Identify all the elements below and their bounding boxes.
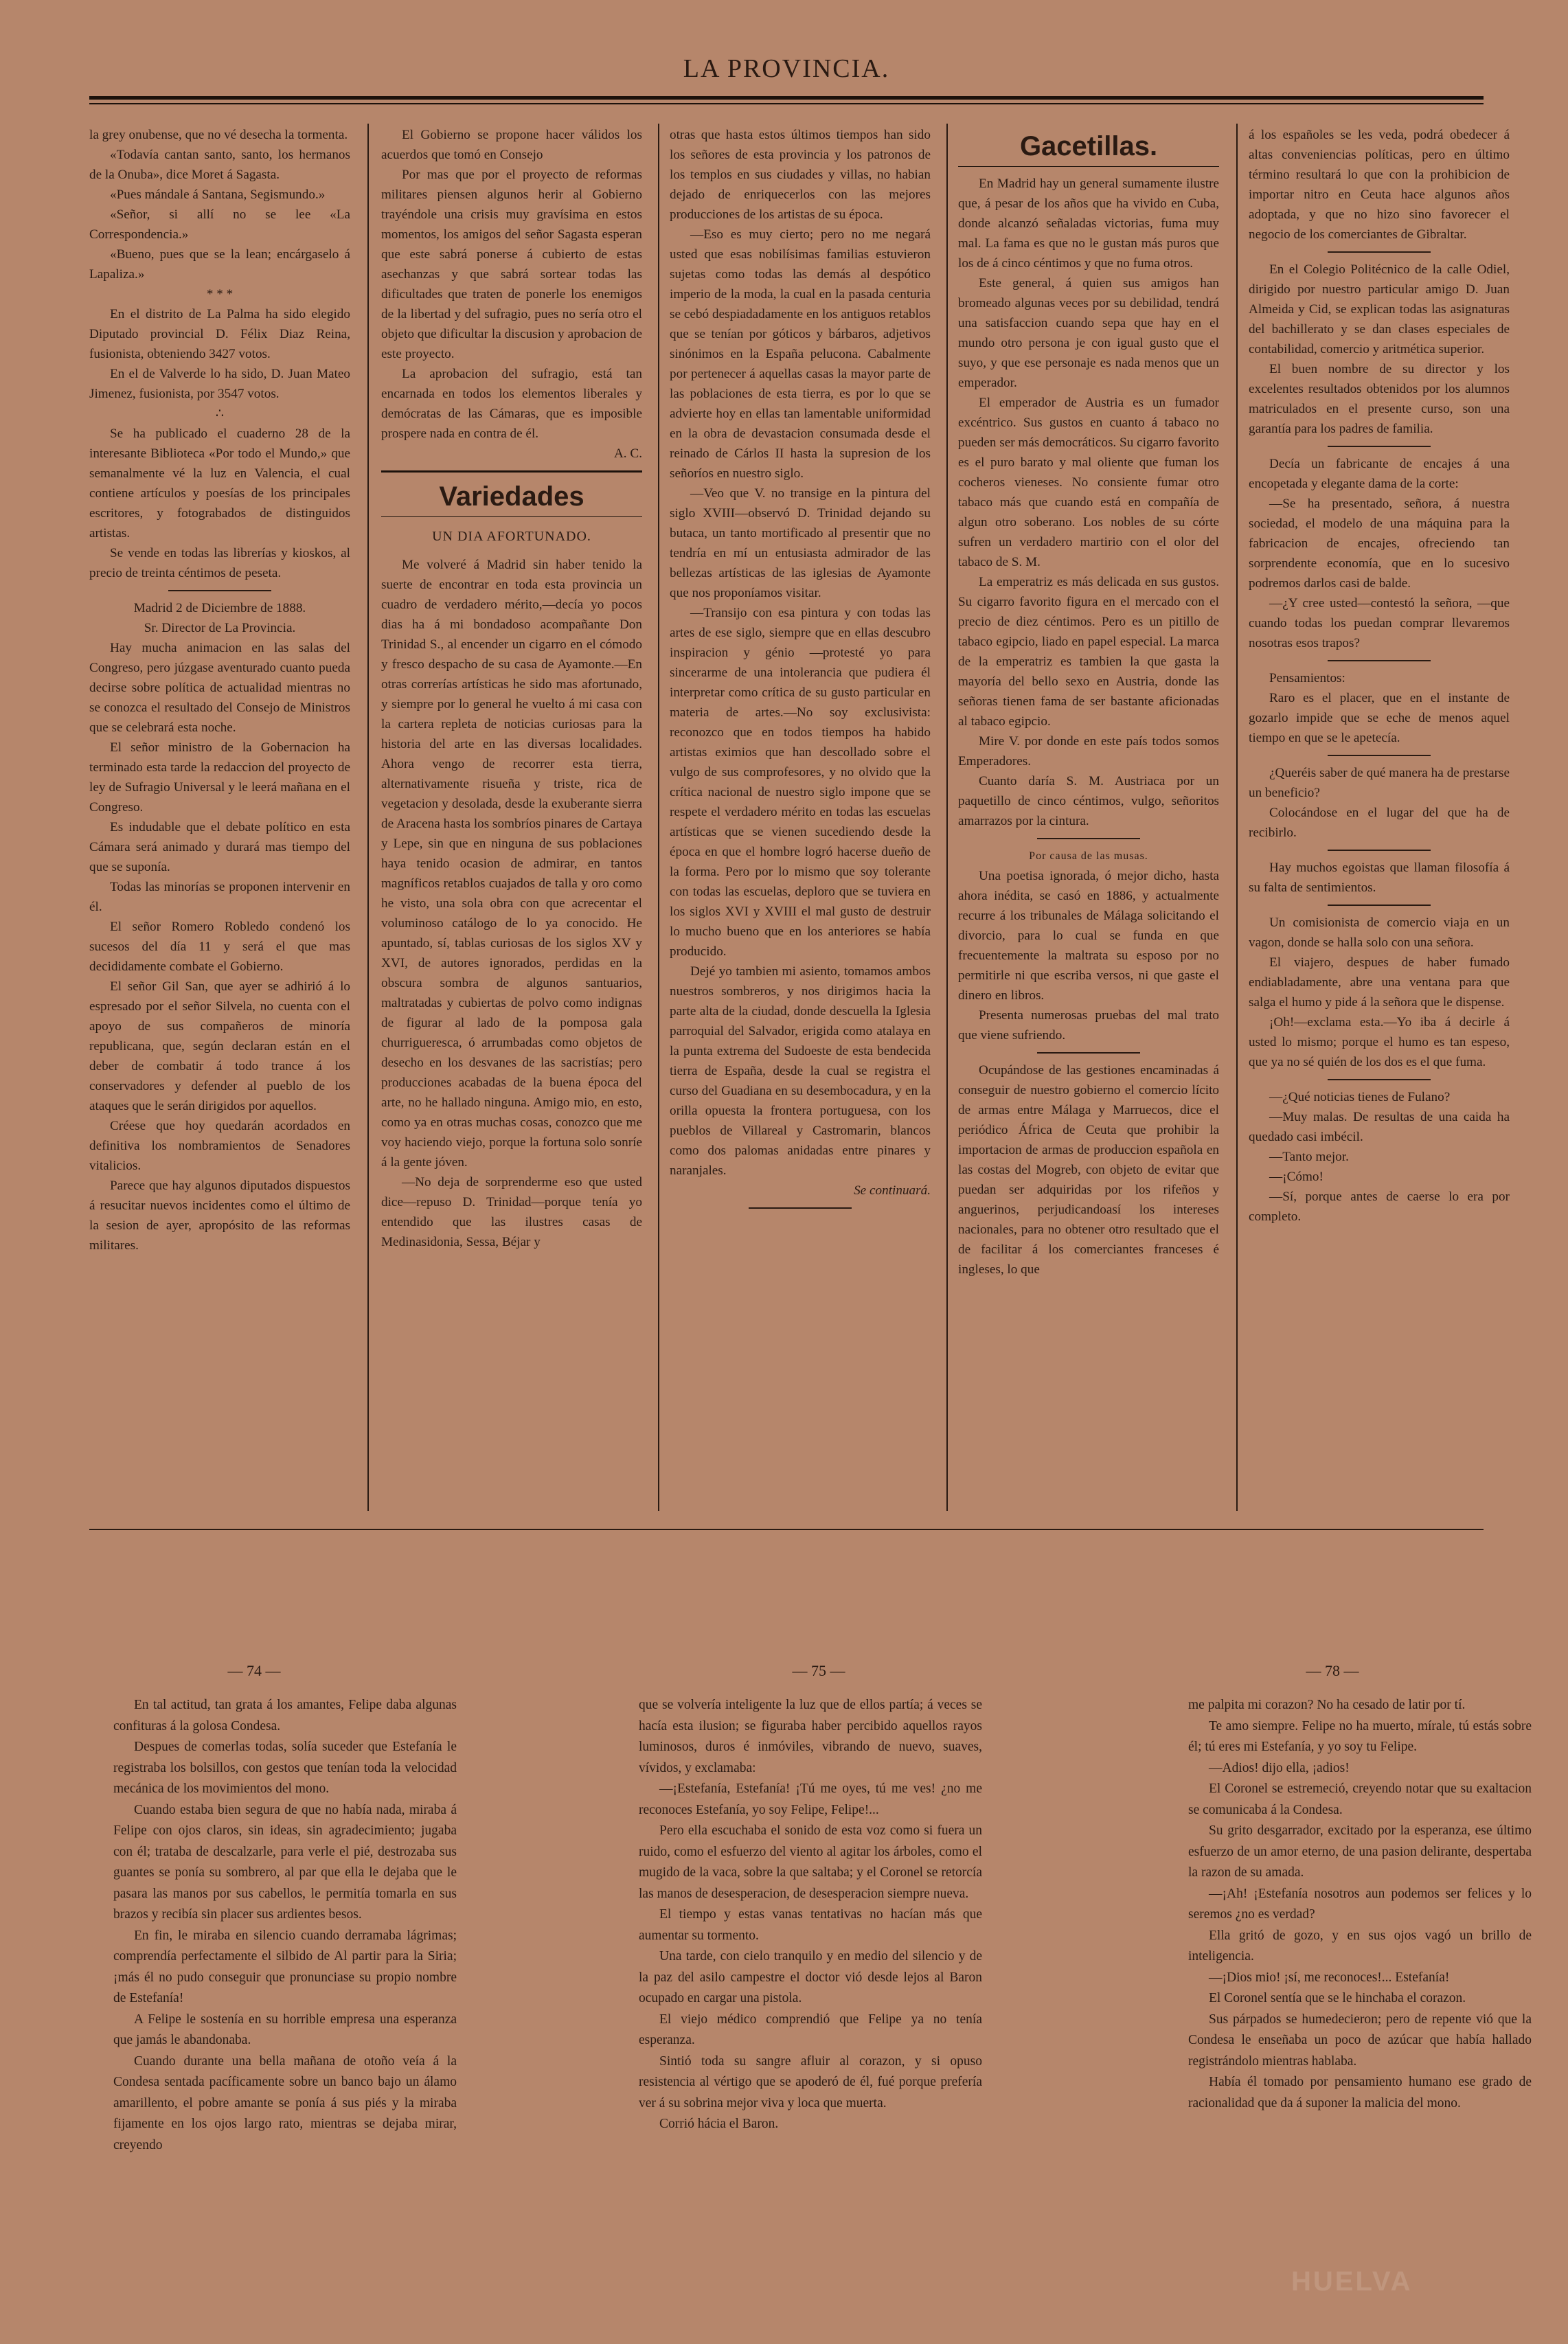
paragraph: Decía un fabricante de encajes á una encopetada y elegante dama de la corte: [1249,457,1510,491]
paragraph: Mire V. por donde en este país todos somos Emperadores. [958,734,1219,769]
paragraph: —Eso es muy cierto; pero no me negará usted que esas nobilísimas familias estuvieron sujetas como todas las demás al despótico imperio de la moda, la cual en la pasada centuria se cebó despiadadamente en los antiguos retablos que se tenían por góticos y bárbaros, adjetivos sinónimos en la España pelucona. Cabalmente por pertenecer á aquellas casas la mayor parte de las poblaciones de esta tierra, es por lo que se advierte hoy en ellas tan lamentable uniformidad en la obra de devastacion consumada desde el reinado de Cárlos II hasta la supresion de los señoríos en nuestro siglo. [670,227,931,481]
section-divider [1037,838,1140,839]
paragraph: En el distrito de La Palma ha sido elegido Diputado provincial D. Félix Diaz Reina, fusionista, obteniendo 3427 votos. [89,307,350,361]
paragraph: Dejé yo tambien mi asiento, tomamos ambos nuestros sombreros, y nos dirigimos hacia la parte alta de la ciudad, donde descuella la Iglesia parroquial del Salvador, erigida como atalaya en la punta extrema del Sudoeste de esta bendecida tierra de España, desde la cual se registra el curso del Guadiana en su desembocadura, y en la orilla opuesta la frontera portuguesa, con los pueblos de Villareal y Castromarin, blancos como dos palomas anidadas entre pinares y naranjales. [670,964,931,1178]
paragraph: Se vende en todas las librerías y kioskos, al precio de treinta céntimos de peseta. [89,546,350,580]
dateline: Madrid 2 de Diciembre de 1888. [133,601,306,615]
paragraph: «Pues mándale á Santana, Segismundo.» [110,187,326,202]
dots-ornament: ∴ [215,407,225,421]
paragraph: El señor ministro de la Gobernacion ha terminado esta tarde la redaccion del proyecto de ley de Sufragio Universal y le leerá mañana en el Congreso. [89,740,350,815]
paragraph: ¿Queréis saber de qué manera ha de prestarse un beneficio? [1249,766,1510,800]
paragraph: «Bueno, pues que se la lean; encárgaselo á Lapaliza.» [89,247,350,282]
paragraph: ¡Oh!—exclama esta.—Yo iba á decirle á usted lo mismo; porque el humo es tan espeso, que ya no sé quién de los dos es el que fuma. [1249,1015,1510,1069]
article-title: UN DIA AFORTUNADO. [432,529,591,544]
feuilleton-column-2 [639,1695,982,2258]
column-5 [1249,125,1510,1512]
paragraph: Hay mucha animacion en las salas del Congreso, pero júzgase aventurado cuanto pueda decirse sobre política de actualidad mientras no se conozca el resultado del Consejo de Ministros que se celebrará esta noche. [89,641,350,735]
section-heading-variedades: Variedades [439,481,584,512]
column-1 [89,125,350,1512]
section-heading-gacetillas: Gacetillas. [1019,131,1158,161]
asterism-ornament: * * * [206,287,234,301]
paragraph: Hay muchos egoistas que llaman filosofía á su falta de sentimientos. [1249,861,1510,895]
paragraph: Su grito desgarrador, excitado por la esperanza, ese último esfuerzo de un amor eterno, de una pasion delirante, despertaba la razon de su amada. [1188,1823,1532,1880]
paragraph: En Madrid hay un general sumamente ilustre que, á pesar de los años que ha vivido en Cuba, donde alcanzó señaladas victorias, fuma muy mal. La fama es que no le gustan más puros que los de á cinco céntimos y que no fuma otros. [958,177,1219,271]
paragraph: Una tarde, con cielo tranquilo y en medio del silencio y de la paz del asilo campestre el doctor vió desde lejos al Baron ocupado en cargar una pistola. [639,1949,982,2005]
paragraph: La emperatriz es más delicada en sus gustos. Su cigarro favorito figura en el mercado con el precio de diez céntimos. Pero es un pitillo de tabaco egipcio, liado en papel especial. La marca de la emperatriz es tambien la que gasta la mayoría del bello sexo en Austria, donde las señoras tienen fama de ser bastante aficionadas al tabaco egipcio. [958,575,1219,729]
paragraph: —Adios! dijo ella, ¡adios! [1209,1760,1350,1775]
paragraph: El buen nombre de su director y los excelentes resultados obtenidos por los alumnos matriculados en el presente curso, son una garantía para los padres de familia. [1249,362,1510,436]
paragraph: Es indudable que el debate político en esta Cámara será animado y durará mas tiempo del que se suponía. [89,820,350,874]
masthead-rule-bottom [89,103,1484,104]
section-divider [1328,850,1431,851]
paragraph: El Coronel se estremeció, creyendo notar que su exaltacion se comunicaba á la Condesa. [1188,1782,1532,1817]
paragraph: En el de Valverde lo ha sido, D. Juan Mateo Jimenez, fusionista, por 3547 votos. [89,367,350,401]
page-number-78: — 78 — [1306,1662,1359,1679]
column-rule [946,124,948,1511]
paragraph: El señor Romero Robledo condenó los sucesos del día 11 y será el que mas decididamente combate el Gobierno. [89,920,350,974]
paragraph: Ocupándose de las gestiones encaminadas á conseguir de nuestro gobierno el comercio lícito de armas entre Málaga y Marruecos, dice el periódico África de Ceuta que prohibir la importacion de armas de produccion española en las costas del Mogreb, con objeto de evitar que puedan ser adquiridas por los rifeños y anguerinos, perjudicandoasí los intereses nacionales, para no obtener otro resultado que el de facilitar á los comerciantes franceses é ingleses, lo que [958,1063,1219,1277]
paragraph: Te amo siempre. Felipe no ha muerto, mírale, tú estás sobre él; tú eres mi Estefanía, y yo soy tu Felipe. [1188,1718,1532,1754]
paragraph: —Transijo con esa pintura y con todas las artes de ese siglo, siempre que en ellas descubro inspiracion y génio —protesté yo para sincerarme de una intolerancia que pudiera él interpretar como crítica de su gusto particular en materia de artes.—No soy exclusivista: reconozco que en todos tiempos ha habido artistas eximios que han descollado sobre el vulgo de sus comprofesores, y no olvido que la crítica nacional de nuestro siglo impone que se respete el verdadero mérito en todas las escuelas artísticas que se vienen sucediendo desde la época en que el hombre logró hacerse dueño de la forma. Pero por lo mismo que soy tolerante con todas las escuelas, deploro que se tuviera en los siglos XVI y XVIII el mal gusto de destruir lo mucho bueno que en los anteriores se había producido. [670,606,931,959]
paragraph: Cuando durante una bella mañana de otoño veía á la Condesa sentada pacíficamente sobre un banco bajo un álamo amarillento, el pobre amante se ponía á sus piés y la miraba fijamente en los ojos largo rato, mientras se dejaba mirar, creyendo [113,2053,457,2152]
paragraph: Por mas que por el proyecto de reformas militares piensen algunos herir al Gobierno trayéndole una crisis muy gravísima en estos momentos, los amigos del señor Sagasta esperan que este sabrá ponerse á cubierto de estas asechanzas y que sabrá sortear todas las dificultades que traten de ponerle los enemigos de la libertad y del sufragio, pues no sería otro el objeto que dificultar la discusion y aprobacion de este proyecto. [381,168,642,361]
paragraph: Cuanto daría S. M. Austriaca por un paquetillo de cinco céntimos, vulgo, señoritos amarrazos por la cintura. [958,774,1219,828]
paragraph: —¿Y cree usted—contestó la señora, —que cuando todas los puedan comprar llevaremos nosotras esos trapos? [1249,596,1510,650]
paragraph: Parece que hay algunos diputados dispuestos á resucitar nuevos incidentes como el último de la sesion de ayer, apropósito de las reformas militares. [89,1179,350,1253]
page-number-75: — 75 — [792,1662,845,1679]
paragraph: La aprobacion del sufragio, está tan encarnada en todos los elementos liberales y demócratas de las Cámaras, que es imposible prospere nada en contra de él. [381,367,642,441]
section-rule [958,166,1219,167]
paragraph: —¡Dios mio! ¡sí, me reconoces!... Estefanía! [1209,1970,1450,1985]
paragraph: Había él tomado por pensamiento humano ese grado de racionalidad que da á suponer la malicia del mono. [1188,2075,1532,2110]
section-divider [1328,251,1431,253]
archive-watermark [1291,2266,1532,2332]
section-divider [1328,660,1431,661]
paragraph: «Señor, si allí no se lee «La Correspondencia.» [89,207,350,242]
masthead-rule-top [89,96,1484,100]
section-rule [381,516,642,517]
paragraph: la grey onubense, que no vé desecha la tormenta. [89,128,348,142]
paragraph: Créese que hoy quedarán acordados en definitiva los nombramientos de Senadores vitalicios. [89,1119,350,1173]
paragraph: Sus párpados se humedecieron; pero de repente vió que la Condesa le enseñaba un poco de azúcar que había hallado registrándolo mientras hablaba. [1188,2012,1532,2069]
section-rule [381,470,642,473]
paragraph: El señor Gil San, que ayer se adhirió á lo espresado por el señor Silvela, no cuenta con el apoyo de sus compañeros de minoría republicana, que, según declaran están en el deber de combatir á todo trance á los conservadores y defender al pueblo de los ataques que le serán dirigidos por aquellos. [89,979,350,1113]
paragraph: «Todavía cantan santo, santo, los hermanos de la Onuba», dice Moret á Sagasta. [89,148,350,182]
paragraph: —Se ha presentado, señora, á nuestra sociedad, el modelo de una máquina para la fabricacion de encajes, ofreciendo tan sorprendente economía, que en lo sucesivo podremos darlos casi de balde. [1249,497,1510,591]
paragraph: otras que hasta estos últimos tiempos han sido los señores de esta provincia y los patronos de los templos en sus ciudades y villas, no habian dejado de enriquecerlos con las mejores producciones de los artistas de su época. [670,128,931,222]
paragraph: En fin, le miraba en silencio cuando derramaba lágrimas; comprendía perfectamente el silbido de Al partir para la Siria; ¡más él no pudo conseguir que pronunciase su propio nombre de Estefanía! [113,1928,457,2005]
paragraph: me palpita mi corazon? No ha cesado de latir por tí. [1188,1698,1466,1712]
column-4 [958,125,1219,1512]
watermark-text: HUELVA [1291,2266,1413,2297]
salutation: Sr. Director de La Provincia. [144,621,296,635]
paragraph: que se volvería inteligente la luz que de ellos partía; á veces se hacía esta ilusion; se figuraba haber percibido aquellos rayos luminosos, duros é inmóviles, vibrando de nuevo, suaves, vívidos, y exclamaba: [639,1698,982,1775]
column-rule [1236,124,1238,1511]
paragraph: Despues de comerlas todas, solía suceder que Estefanía le registraba los bolsillos, con gestos que tenían toda la velocidad mecánica de los movimientos del mono. [113,1740,457,1796]
paragraph: Este general, á quien sus amigos han bromeado algunas veces por su debilidad, tendrá una satisfaccion cuando sepa que hay en el mundo otro persona je con igual gusto que el suyo, y que ese personaje es nada menos que un emperador. [958,276,1219,390]
paragraph: Pero ella escuchaba el sonido de esta voz como si fuera un ruido, como el esfuerzo del viento al agitar los árboles, como el mugido de la vaca, sobre la que saltaba; y el Coronel se retorcía las manos de desesperacion, de desesperacion siempre nueva. [639,1823,982,1901]
column-rule [658,124,659,1511]
paragraph: El viajero, despues de haber fumado endiabladamente, abre una ventana para que salga el humo y pide á la señora que le dispense. [1249,955,1510,1010]
feuilleton-column-1 [113,1695,457,2258]
paragraph: Sintió toda su sangre afluir al corazon, y si opuso resistencia al vértigo que se apoderó de él, fué porque prefería ver á su sobrina mejor viva y loca que muerta. [639,2053,982,2110]
paragraph: Un comisionista de comercio viaja en un vagon, donde se halla solo con una señora. [1249,915,1510,950]
section-divider [1328,446,1431,447]
paragraph: Presenta numerosas pruebas del mal trato que viene sufriendo. [958,1008,1219,1043]
paragraph: —¡Estefanía, Estefanía! ¡Tú me oyes, tú me ves! ¿no me reconoces Estefanía, yo soy Felipe, Felipe!... [639,1782,982,1817]
continuation-text: Se continuará. [854,1183,931,1198]
paragraph: El Gobierno se propone hacer válidos los acuerdos que tomó en Consejo [381,128,642,162]
paragraph: Todas las minorías se proponen intervenir en él. [89,880,350,914]
paragraph: —¡Cómo! [1269,1170,1323,1184]
section-divider [168,590,271,591]
continuation-note [670,1181,931,1201]
paragraph: A Felipe le sostenía en su horrible empresa una esperanza que jamás le abandonaba. [113,2012,457,2047]
paragraph: á los españoles se les veda, podrá obedecer á altas conveniencias políticas, pero en último término resultará lo que con la prohibicion de importar nitro en Ceuta hace algunos años adoptada, y que no hizo sino favorecer el negocio de los comerciantes de Gibraltar. [1249,128,1510,242]
paragraph: El emperador de Austria es un fumador excéntrico. Sus gustos en cuanto á tabaco no pueden ser más democráticos. Su cigarro favorito es el puro barato y mal oliente que fuman los cocheros vieneses. No consiente fumar otro tabaco más que cuando está en compañía de algun otro soberano. Los nobles de su córte sufren un verdadero martirio con el olor del tabaco de S. M. [958,396,1219,569]
paragraph: Cuando estaba bien segura de que no había nada, miraba á Felipe con ojos claros, sin ideas, sin agradecimiento; jugaba con él; trataba de descalzarle, para verle el pié, destrozaba sus guantes se ponía su sombrero, al par que ella le dejaba que le pasara las manos por sus cabellos, le permitía tomarla en sus brazos y recibía sin placer sus ardientes besos. [113,1802,457,1922]
paragraph: —Sí, porque antes de caerse lo era por completo. [1249,1190,1510,1224]
feuilleton-rule [89,1529,1484,1530]
item-title: Por causa de las musas. [1029,850,1148,862]
paragraph: Me volveré á Madrid sin haber tenido la suerte de encontrar en toda esta provincia un cuadro de verdadero mérito,—decía yo pocos dias ha á mi bondadoso acompañante Don Trinidad S., al encender un cigarro en el cómodo y fresco despacho de su casa de Ayamonte.—En otras correrías artísticas he sido mas afortunado, y siempre por lo general he vuelto á mi casa con la cartera repleta de noticias curiosas para la historia del arte en las diversas localidades. Ahora vengo de recorrer esta tierra, alternativamente risueña y triste, rica de vegetacion y desolada, desde la exuberante sierra de Aracena hasta los sombríos pinares de Cartaya y Lepe, sin que en ninguna de sus poblaciones haya tenido ocasion de admirar, en tantos magníficos retablos cuajados de talla y oro como he visto, una sola obra con que acrecentar el voluminoso catálogo de lo ya conocido. He apuntado, sí, tablas curiosas de los siglos XV y XVI, de autores ignorados, perdidas en la obscura sombra de algunos santuarios, maltratadas y cubiertas de polvo como indignas de figurar al lado de la pomposa gala churrigueresca, ó arrumbadas como objetos de desecho en los desvanes de las sacristías; pero producciones acabadas de la buena época del arte, no he hallado ninguna. Amigo mio, en esto, como ya en otras muchas cosas, conozco que me voy haciendo viejo, porque la fortuna solo sonríe á la gente jóven. [381,558,642,1170]
masthead: LA PROVINCIA. [683,54,890,83]
signature: A. C. [613,446,642,461]
page-number-74: — 74 — [227,1662,281,1679]
paragraph: Se ha publicado el cuaderno 28 de la interesante Biblioteca «Por todo el Mundo,» que semanalmente vé la luz en Valencia, el cual contiene artículos y poesías de los principales escritores, y fotograbados de distinguidos artistas. [89,426,350,541]
paragraph: El tiempo y estas vanas tentativas no hacían más que aumentar su tormento. [639,1907,982,1943]
section-divider [1328,904,1431,906]
paragraph: —Muy malas. De resultas de una caida ha quedado casi imbécil. [1249,1110,1510,1144]
paragraph: En tal actitud, tan grata á los amantes, Felipe daba algunas confituras á la golosa Condesa. [113,1698,457,1733]
paragraph: El Coronel sentía que se le hinchaba el corazon. [1209,1991,1466,2005]
section-divider [1328,1079,1431,1080]
section-divider [749,1207,852,1209]
section-divider [1328,755,1431,756]
paragraph: —Veo que V. no transige en la pintura del siglo XVIII—observó D. Trinidad dejando su butaca, un tanto mortificado al presentir que no tendría en mí un entusiasta admirador de las bellezas artísticas de las iglesias de Ayamonte que nos proponíamos visitar. [670,486,931,600]
column-rule [367,124,369,1511]
paragraph: —¡Ah! ¡Estefanía nosotros aun podemos ser felices y lo seremos ¿no es verdad? [1188,1886,1532,1922]
paragraph: Una poetisa ignorada, ó mejor dicho, hasta ahora inédita, se casó en 1886, y actualmente recurre á los tribunales de Málaga solicitando el divorcio, para lo cual se funda en que frecuentemente la maltrata su esposo por no permitirle ni que escriba versos, ni que gaste el dinero en libros. [958,869,1219,1003]
column-2 [381,125,642,1512]
section-divider [1037,1052,1140,1054]
feuilleton-column-3 [1188,1695,1532,2258]
column-3 [670,125,931,1512]
paragraph: El viejo médico comprendió que Felipe ya no tenía esperanza. [639,2012,982,2047]
paragraph: —No deja de sorprenderme eso que usted dice—repuso D. Trinidad—porque tenía yo entendido que las ilustres casas de Medinasidonia, Sessa, Béjar y [381,1175,642,1249]
paragraph: —Tanto mejor. [1269,1150,1349,1164]
paragraph: —¿Qué noticias tienes de Fulano? [1269,1090,1451,1104]
paragraph: Raro es el placer, que en el instante de gozarlo impide que se eche de menos aquel tiempo en que se le apetecía. [1249,691,1510,745]
paragraph: Colocándose en el lugar del que ha de recibirlo. [1249,806,1510,840]
paragraph: Corrió hácia el Baron. [659,2117,779,2131]
paragraph: Pensamientos: [1269,671,1345,685]
paragraph: En el Colegio Politécnico de la calle Odiel, dirigido por nuestro particular amigo D. Juan Almeida y Cid, se explican todas las asignaturas del bachillerato y se dan clases especiales de contabilidad, comercio y aritmética superior. [1249,262,1510,356]
paragraph: Ella gritó de gozo, y en sus ojos vagó un brillo de inteligencia. [1188,1928,1532,1964]
